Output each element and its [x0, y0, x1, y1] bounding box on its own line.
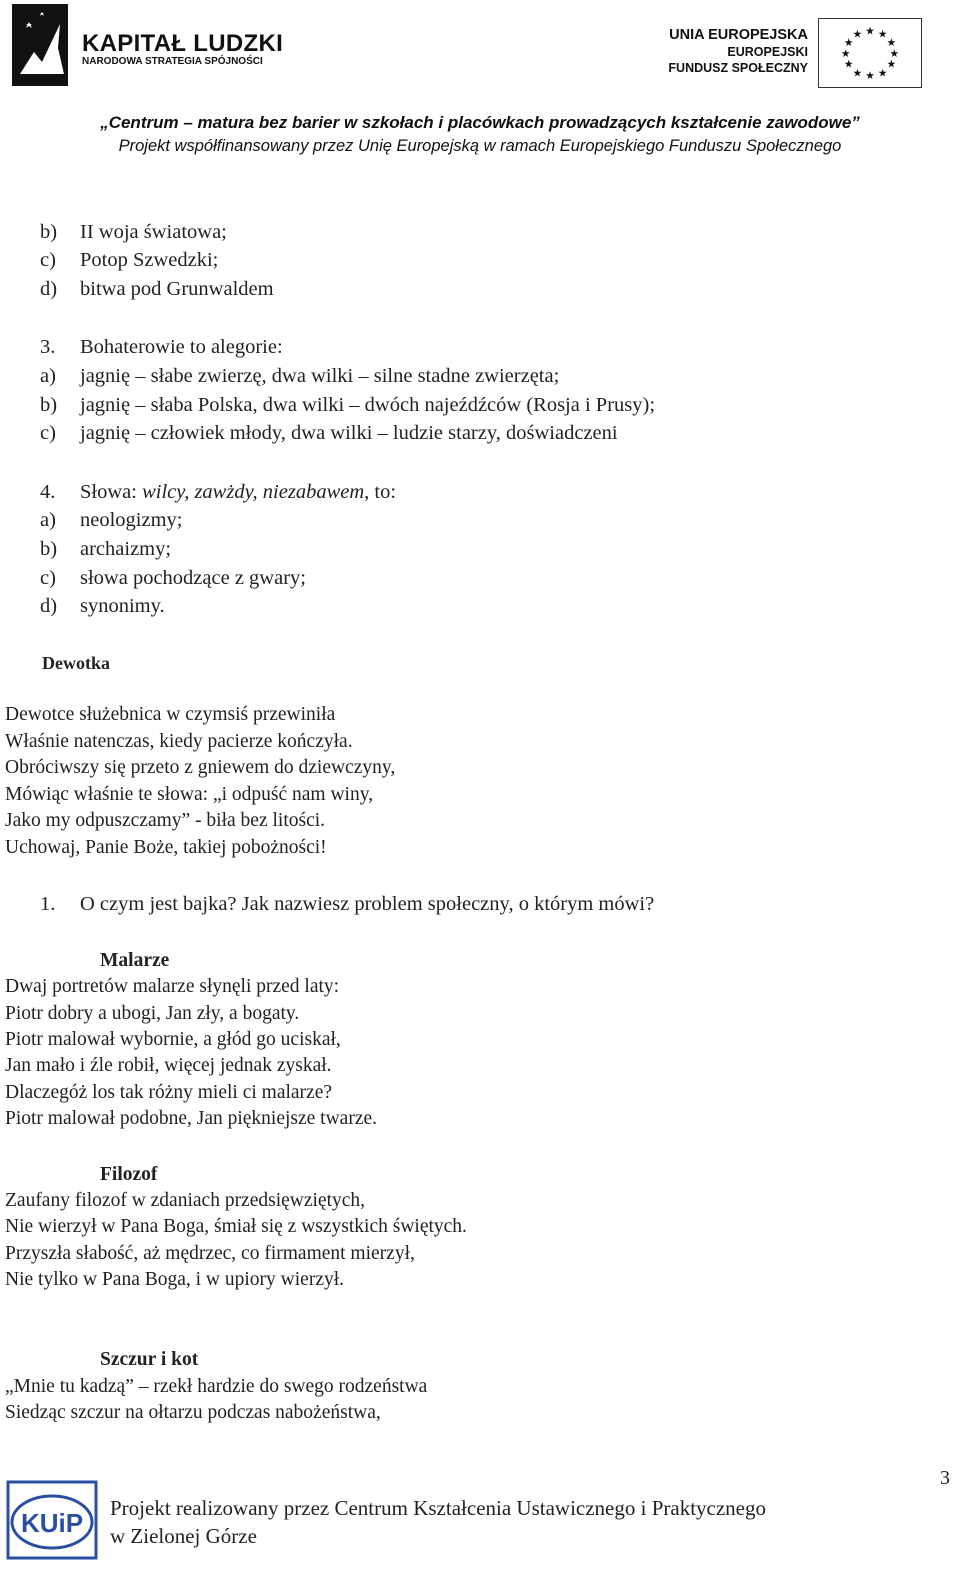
kuip-logo-text: KUiP	[20, 1508, 84, 1538]
poem-line: Uchowaj, Panie Boże, takiej pobożności!	[5, 837, 327, 858]
q2-option-b	[40, 220, 227, 244]
question-text: O czym jest bajka? Jak nazwiesz problem społeczny, o którym mówi?	[80, 893, 655, 915]
option-label: b)	[40, 538, 58, 560]
q4-option-d	[40, 594, 165, 618]
poem-title-dewotka: Dewotka	[42, 653, 110, 673]
option-label: d)	[40, 278, 58, 300]
option-label: c)	[40, 567, 56, 589]
poem-line: Zaufany filozof w zdaniach przedsięwziętych,	[5, 1190, 366, 1211]
dewotka-question	[40, 892, 654, 916]
footer-line-1: Projekt realizowany przez Centrum Kształcenia Ustawicznego i Praktycznego	[110, 1496, 766, 1520]
poem-line: Mówiąc właśnie te słowa: „i odpuść nam winy,	[5, 784, 374, 805]
project-title: „Centrum – matura bez barier w szkołach i placówkach prowadzących kształcenie zawodowe”	[100, 113, 860, 132]
q4-question	[40, 480, 396, 504]
q3-question	[40, 335, 283, 359]
eu-line-2: EUROPEJSKI	[727, 45, 808, 59]
page-number: 3	[940, 1467, 950, 1489]
svg-text:★: ★	[852, 27, 863, 41]
eu-line-3: FUNDUSZ SPOŁECZNY	[668, 61, 808, 75]
kapital-ludzki-subtitle: NARODOWA STRATEGIA SPÓJNOŚCI	[82, 56, 263, 67]
kapital-ludzki-logo-icon	[12, 4, 68, 86]
footer-line-2: w Zielonej Górze	[110, 1524, 257, 1548]
svg-text:★: ★	[843, 57, 854, 71]
svg-text:★: ★	[865, 24, 875, 38]
poem-line: Piotr dobry a ubogi, Jan zły, a bogaty.	[5, 1003, 300, 1024]
poem-line: Piotr malował podobne, Jan piękniejsze twarze.	[5, 1108, 378, 1129]
option-text: synonimy.	[80, 595, 165, 617]
option-label: c)	[40, 249, 56, 271]
option-text: archaizmy;	[80, 538, 172, 560]
question-number: 3.	[40, 336, 56, 358]
option-label: a)	[40, 509, 56, 531]
poem-line: Jako my odpuszczamy” - biła bez litości.	[5, 810, 326, 831]
question-number: 4.	[40, 481, 56, 503]
q3-option-a	[40, 364, 559, 388]
q2-option-c	[40, 248, 218, 272]
poem-line: Dewotce służebnica w czymsiś przewiniła	[5, 704, 336, 725]
svg-text:★: ★	[852, 66, 863, 80]
eu-flag-icon	[818, 18, 922, 88]
poem-line: Właśnie natenczas, kiedy pacierze kończyła.	[5, 731, 353, 752]
option-label: c)	[40, 422, 56, 444]
question-italic-words: wilcy, zawżdy, niezabawem	[142, 481, 365, 503]
option-text: II woja światowa;	[80, 221, 227, 243]
option-label: b)	[40, 221, 58, 243]
question-suffix: , to:	[364, 481, 397, 503]
poem-line: Przyszła słabość, aż mędrzec, co firmament mierzył,	[5, 1243, 415, 1264]
poem-title-malarze: Malarze	[100, 950, 170, 971]
kapital-ludzki-title: KAPITAŁ LUDZKI	[82, 30, 284, 57]
option-label: b)	[40, 394, 58, 416]
option-text: bitwa pod Grunwaldem	[80, 278, 274, 300]
svg-text:★: ★	[886, 57, 897, 71]
poem-line: Nie tylko w Pana Boga, i w upiory wierzył.	[5, 1269, 345, 1290]
poem-line: Piotr malował wybornie, a głód go uciskał,	[5, 1029, 341, 1050]
eu-line-1: UNIA EUROPEJSKA	[669, 27, 808, 43]
q3-option-c	[40, 421, 618, 445]
q4-option-c	[40, 566, 306, 590]
poem-line: Nie wierzył w Pana Boga, śmiał się z wszystkich świętych.	[5, 1216, 467, 1237]
svg-text:★: ★	[886, 36, 897, 50]
option-text: Potop Szwedzki;	[80, 249, 219, 271]
svg-text:★: ★	[889, 46, 900, 60]
question-text: Bohaterowie to alegorie:	[80, 336, 283, 358]
q2-option-d	[40, 277, 274, 301]
project-subtitle: Projekt współfinansowany przez Unię Europejską w ramach Europejskiego Funduszu Społecznego	[118, 137, 842, 155]
poem-line: Obróciwszy się przeto z gniewem do dziewczyny,	[5, 757, 396, 778]
option-text: jagnię – słabe zwierzę, dwa wilki – silne stadne zwierzęta;	[80, 365, 560, 387]
poem-line: „Mnie tu kadzą” – rzekł hardzie do swego rodzeństwa	[5, 1376, 428, 1397]
option-label: a)	[40, 365, 56, 387]
poem-title-szczur-i-kot: Szczur i kot	[100, 1349, 199, 1370]
option-text: jagnię – człowiek młody, dwa wilki – ludzie starzy, doświadczeni	[80, 422, 618, 444]
option-text: jagnię – słaba Polska, dwa wilki – dwóch najeźdźców (Rosja i Prusy);	[80, 394, 656, 416]
q3-option-b	[40, 393, 655, 417]
svg-text:★: ★	[877, 66, 888, 80]
poem-line: Siedząc szczur na ołtarzu podczas nabożeństwa,	[5, 1402, 381, 1423]
svg-text:★: ★	[877, 27, 888, 41]
question-number: 1.	[40, 893, 56, 915]
svg-text:★: ★	[843, 36, 854, 50]
q4-option-b	[40, 537, 171, 561]
svg-text:★: ★	[865, 69, 875, 83]
poem-line: Dlaczegóż los tak różny mieli ci malarze?	[5, 1082, 333, 1103]
q4-option-a	[40, 508, 182, 532]
eu-text-block	[568, 26, 808, 76]
option-text: neologizmy;	[80, 509, 183, 531]
option-label: d)	[40, 595, 58, 617]
option-text: słowa pochodzące z gwary;	[80, 567, 306, 589]
kuip-logo-icon	[6, 1480, 98, 1560]
svg-text:★: ★	[840, 46, 851, 60]
question-prefix: Słowa:	[80, 481, 143, 503]
poem-line: Dwaj portretów malarze słynęli przed laty:	[5, 976, 340, 997]
poem-line: Jan mało i źle robił, więcej jednak zyskał.	[5, 1055, 332, 1076]
poem-title-filozof: Filozof	[100, 1164, 158, 1185]
